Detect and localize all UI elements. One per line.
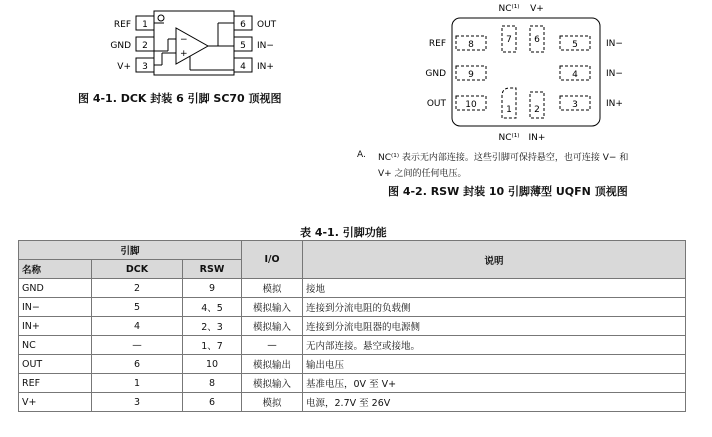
col-header-dck: DCK (92, 260, 183, 279)
rsw-pin-cell: 6 (183, 393, 242, 412)
description-cell: 输出电压 (303, 355, 686, 374)
dck-pin-number: 3 (142, 62, 148, 72)
rsw-pin-label: OUT (426, 99, 446, 109)
pin-name-cell: REF (19, 374, 92, 393)
io-cell: 模拟输入 (242, 317, 303, 336)
description-cell: 无内部连接。悬空或接地。 (303, 336, 686, 355)
rsw-pad-number: 6 (534, 35, 540, 45)
dck-pin-cell: — (92, 336, 183, 355)
rsw-package-svg (420, 0, 630, 148)
rsw-pin-cell: 1、7 (183, 336, 242, 355)
dck-figure-caption: 图 4-1. DCK 封装 6 引脚 SC70 顶视图 (78, 92, 282, 105)
rsw-pin-label: V+ (530, 4, 544, 14)
table-row (19, 393, 686, 412)
rsw-figure-caption: 图 4-2. RSW 封装 10 引脚薄型 UQFN 顶视图 (388, 185, 628, 198)
dck-package-svg (100, 6, 290, 80)
table-row (19, 336, 686, 355)
io-cell: 模拟输入 (242, 298, 303, 317)
col-header-io: I/O (242, 241, 303, 279)
pin-name-cell: NC (19, 336, 92, 355)
rsw-pin-label: IN+ (528, 133, 546, 143)
pin-name-cell: IN− (19, 298, 92, 317)
io-cell: 模拟 (242, 393, 303, 412)
io-cell: 模拟输出 (242, 355, 303, 374)
rsw-pin-label: IN− (606, 39, 623, 49)
dck-pin-cell: 2 (92, 279, 183, 298)
dck-pin-name: GND (110, 41, 131, 51)
description-cell: 电源，2.7V 至 26V (303, 393, 686, 412)
dck-pin-name: REF (113, 20, 131, 30)
dck-pin-cell: 5 (92, 298, 183, 317)
amp-plus-sign: + (180, 49, 188, 59)
rsw-pad-number: 1 (506, 105, 512, 115)
dck-pin-name: V+ (117, 62, 131, 72)
table-row (19, 279, 686, 298)
pin-name-cell: IN+ (19, 317, 92, 336)
rsw-pad-number: 3 (572, 100, 578, 110)
rsw-pin-cell: 10 (183, 355, 242, 374)
rsw-pin-label: REF (428, 39, 446, 49)
col-header-name: 名称 (19, 260, 92, 279)
rsw-pin-label: GND (425, 69, 446, 79)
io-cell: 模拟 (242, 279, 303, 298)
pin-name-cell: V+ (19, 393, 92, 412)
pin-name-cell: OUT (19, 355, 92, 374)
io-cell: 模拟输入 (242, 374, 303, 393)
description-cell: 连接到分流电阻的负载侧 (303, 298, 686, 317)
dck-pin-number: 4 (240, 62, 246, 72)
rsw-pin-cell: 4、5 (183, 298, 242, 317)
io-cell: — (242, 336, 303, 355)
description-cell: 连接到分流电阻器的电源侧 (303, 317, 686, 336)
rsw-pin-cell: 2、3 (183, 317, 242, 336)
col-header-rsw: RSW (183, 260, 242, 279)
pin-functions-table (18, 240, 686, 412)
rsw-pin-label: NC⁽¹⁾ (498, 4, 520, 14)
rsw-pad-number: 9 (468, 70, 474, 80)
description-cell: 基准电压，0V 至 V+ (303, 374, 686, 393)
pin-group-header: 引脚 (19, 241, 242, 260)
rsw-pin-label: IN− (606, 69, 623, 79)
dck-pin-cell: 4 (92, 317, 183, 336)
dck-pin-number: 1 (142, 20, 148, 30)
rsw-pad-number: 5 (572, 40, 578, 50)
note-line: NC⁽¹⁾ 表示无内部连接。这些引脚可保持悬空，也可连接 V− 和 (378, 153, 629, 163)
dck-pin-number: 2 (142, 41, 148, 51)
dck-pin-name: IN+ (257, 62, 274, 72)
dck-pin-name: IN− (257, 41, 274, 51)
rsw-pad-number: 4 (572, 70, 578, 80)
pin-name-cell: GND (19, 279, 92, 298)
table-row (19, 374, 686, 393)
dck-pin-cell: 6 (92, 355, 183, 374)
dck-pin-number: 6 (240, 20, 246, 30)
dck-pin-cell: 1 (92, 374, 183, 393)
dck-pin-number: 5 (240, 41, 246, 51)
rsw-pin-label: IN+ (606, 99, 623, 109)
rsw-pin-label: NC⁽¹⁾ (498, 133, 520, 143)
table-row (19, 355, 686, 374)
note-marker: A. (357, 150, 366, 160)
col-header-desc: 说明 (303, 241, 686, 279)
note-line: V+ 之间的任何电压。 (378, 169, 467, 179)
amp-minus-sign: − (180, 35, 188, 45)
rsw-pad-number: 10 (465, 100, 477, 110)
rsw-pin-cell: 8 (183, 374, 242, 393)
table-row (19, 317, 686, 336)
rsw-pad-number: 8 (468, 40, 474, 50)
dck-pin-name: OUT (257, 20, 277, 30)
table-row (19, 298, 686, 317)
rsw-pad-number: 7 (506, 35, 512, 45)
description-cell: 接地 (303, 279, 686, 298)
rsw-pin-cell: 9 (183, 279, 242, 298)
table-title: 表 4-1. 引脚功能 (300, 226, 387, 239)
rsw-pad-number: 2 (534, 105, 540, 115)
dck-pin-cell: 3 (92, 393, 183, 412)
